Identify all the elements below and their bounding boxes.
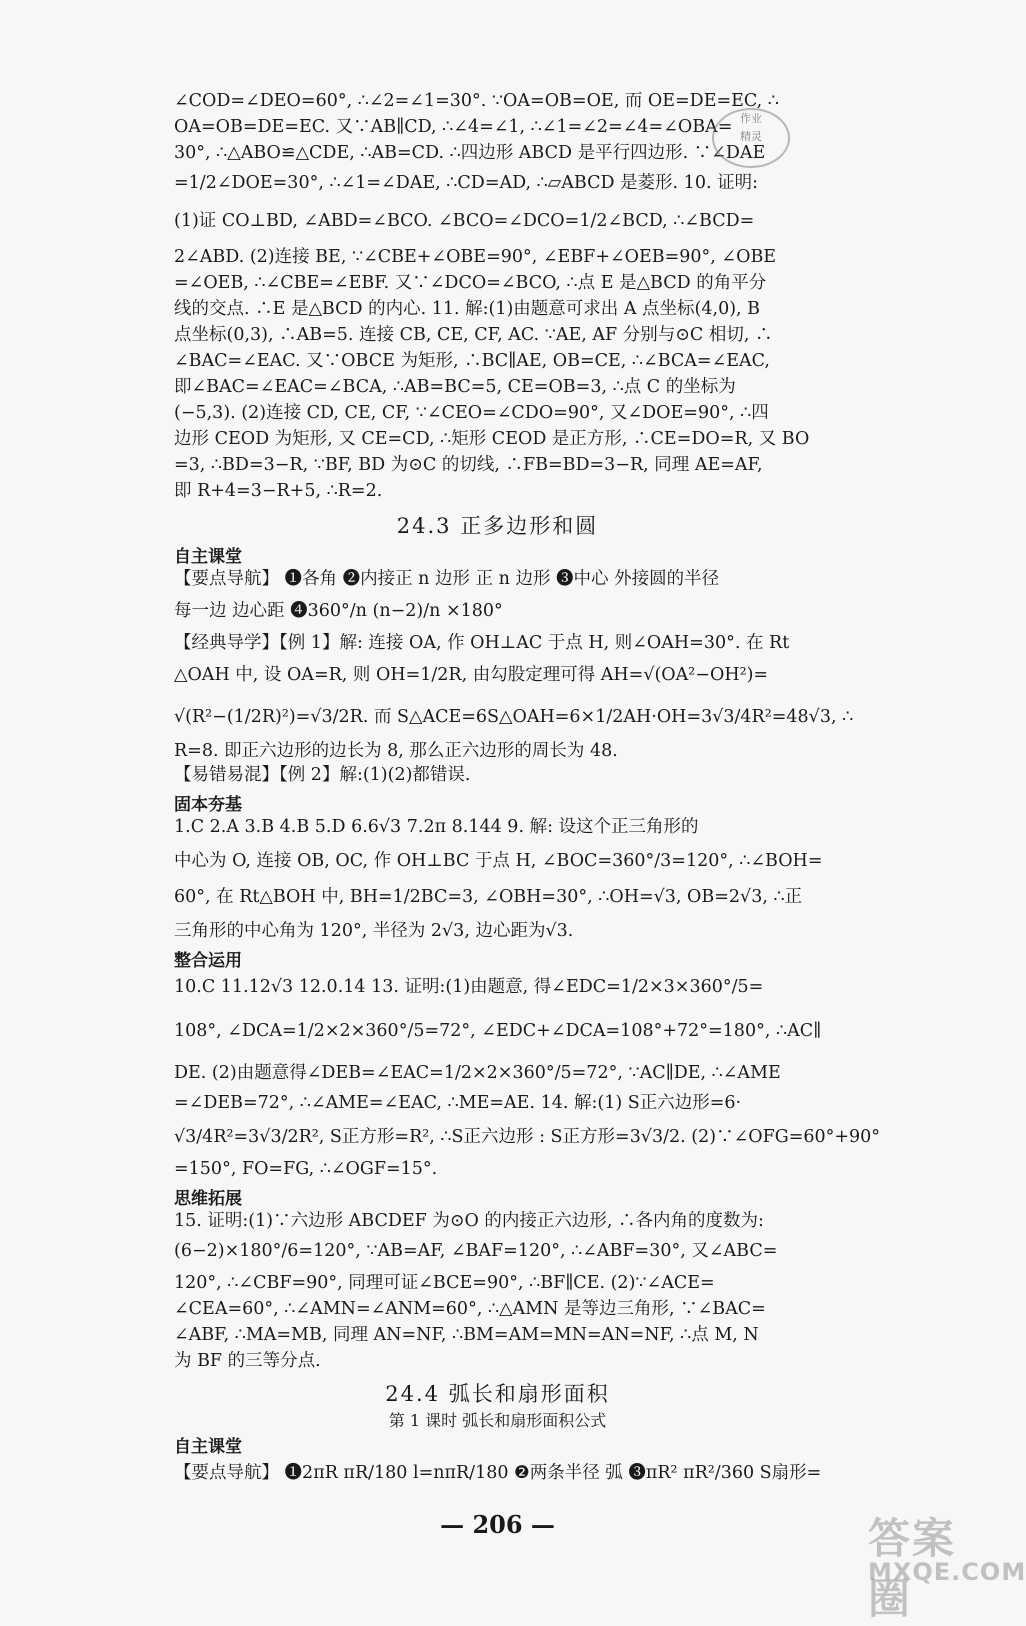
lesson-subheading: 第 1 课时 弧长和扇形面积公式 <box>388 1411 607 1430</box>
page-number: — 206 — <box>440 1510 555 1539</box>
label-zizhu-ketang-2: 自主课堂 <box>174 1437 242 1457</box>
text-line: √(R²−(1/2R)²)=√3/2R. 而 S△ACE=6S△OAH=6×1/2AH·OH=3√3/4R²=48√3, ∴ <box>174 707 854 727</box>
text-line: 点坐标(0,3), ∴AB=5. 连接 CB, CE, CF, AC. ∵AE, AF 分别与⊙C 相切, ∴ <box>174 325 773 345</box>
text-line: ∠ABF, ∴MA=MB, 同理 AN=NF, ∴BM=AM=MN=AN=NF, ∴点 M, N <box>174 1325 759 1345</box>
label-siwei-tuozhan: 思维拓展 <box>174 1189 242 1209</box>
text-line: 【要点导航】 ❶各角 ❷内接正 n 边形 正 n 边形 ❸中心 外接圆的半径 <box>174 569 720 589</box>
label-zhenghe-yunyong: 整合运用 <box>174 951 242 971</box>
text-line: 108°, ∠DCA=1/2×2×360°/5=72°, ∠EDC+∠DCA=108°+72°=180°, ∴AC∥ <box>174 1021 822 1041</box>
text-line: (6−2)×180°/6=120°, ∵AB=AF, ∠BAF=120°, ∴∠ABF=30°, 又∠ABC= <box>174 1241 778 1261</box>
text-line: 【要点导航】 ❶2πR πR/180 l=nπR/180 ❷两条半径 弧 ❸πR² πR²/360 S扇形= <box>174 1463 822 1483</box>
text-line: 60°, 在 Rt△BOH 中, BH=1/2BC=3, ∠OBH=30°, ∴OH=√3, OB=2√3, ∴正 <box>174 887 803 907</box>
text-line: 【经典导学】【例 1】解: 连接 OA, 作 OH⊥AC 于点 H, 则∠OAH=30°. 在 Rt <box>174 633 790 653</box>
text-line: 30°, ∴△ABO≌△CDE, ∴AB=CD. ∴四边形 ABCD 是平行四边形. ∵∠DAE <box>174 143 766 163</box>
text-line: √3/4R²=3√3/2R², S正方形=R², ∴S正六边形 : S正方形=3√3/2. (2)∵∠OFG=60°+90° <box>174 1127 881 1147</box>
text-line: 为 BF 的三等分点. <box>174 1351 321 1371</box>
text-line: (1)证 CO⊥BD, ∠ABD=∠BCO. ∠BCO=∠DCO=1/2∠BCD, ∴∠BCD= <box>174 211 755 231</box>
label-zizhu-ketang: 自主课堂 <box>174 547 242 567</box>
text-line: OA=OB=DE=EC. 又∵AB∥CD, ∴∠4=∠1, ∴∠1=∠2=∠4=∠OBA= <box>174 117 733 137</box>
text-line: 2∠ABD. (2)连接 BE, ∵∠CBE+∠OBE=90°, ∠EBF+∠OEB=90°, ∠OBE <box>174 247 777 267</box>
text-line: △OAH 中, 设 OA=R, 则 OH=1/2R, 由勾股定理可得 AH=√(OA²−OH²)= <box>174 665 769 685</box>
seal-stamp: 作业 精灵 <box>712 108 790 168</box>
text-line: R=8. 即正六边形的边长为 8, 那么正六边形的周长为 48. <box>174 741 618 761</box>
text-line: 三角形的中心角为 120°, 半径为 2√3, 边心距为√3. <box>174 921 574 941</box>
section-heading-24-4: 24.4 弧长和扇形面积 <box>385 1382 610 1406</box>
text-line: (−5,3). (2)连接 CD, CE, CF, ∵∠CEO=∠CDO=90°, 又∠DOE=90°, ∴四 <box>174 403 769 423</box>
text-line: DE. (2)由题意得∠DEB=∠EAC=1/2×2×360°/5=72°, ∵AC∥DE, ∴∠AME <box>174 1063 781 1083</box>
text-line: 中心为 O, 连接 OB, OC, 作 OH⊥BC 于点 H, ∠BOC=360°/3=120°, ∴∠BOH= <box>174 851 823 871</box>
section-heading-24-3: 24.3 正多边形和圆 <box>396 514 599 538</box>
text-line: =∠OEB, ∴∠CBE=∠EBF. 又∵∠DCO=∠BCO, ∴点 E 是△BCD 的角平分 <box>174 273 767 293</box>
text-line: =3, ∴BD=3−R, ∵BF, BD 为⊙C 的切线, ∴FB=BD=3−R, 同理 AE=AF, <box>174 455 763 475</box>
text-line: ∠CEA=60°, ∴∠AMN=∠ANM=60°, ∴△AMN 是等边三角形, ∵∠BAC= <box>174 1299 766 1319</box>
text-line: =∠DEB=72°, ∴∠AME=∠EAC, ∴ME=AE. 14. 解:(1) S正六边形=6· <box>174 1093 742 1113</box>
text-line: 【易错易混】【例 2】解:(1)(2)都错误. <box>174 765 471 785</box>
text-line: 120°, ∴∠CBF=90°, 同理可证∠BCE=90°, ∴BF∥CE. (2)∵∠ACE= <box>174 1273 715 1293</box>
watermark-logo: 答案圈 MXQE.COM <box>868 1514 1026 1623</box>
label-guben-hangji: 固本夯基 <box>174 795 242 815</box>
text-line: 1.C 2.A 3.B 4.B 5.D 6.6√3 7.2π 8.144 9. 解: 设这个正三角形的 <box>174 817 699 837</box>
text-line: 每一边 边心距 ❹360°/n (n−2)/n ×180° <box>174 601 503 621</box>
text-line: ∠BAC=∠EAC. 又∵OBCE 为矩形, ∴BC∥AE, OB=CE, ∴∠BCA=∠EAC, <box>174 351 770 371</box>
text-line: 即∠BAC=∠EAC=∠BCA, ∴AB=BC=5, CE=OB=3, ∴点 C 的坐标为 <box>174 377 736 397</box>
text-line: 边形 CEOD 为矩形, 又 CE=CD, ∴矩形 CEOD 是正方形, ∴CE=DO=R, 又 BO <box>174 429 810 449</box>
text-line: ∠COD=∠DEO=60°, ∴∠2=∠1=30°. ∵OA=OB=OE, 而 OE=DE=EC, ∴ <box>174 91 779 111</box>
text-line: 15. 证明:(1)∵六边形 ABCDEF 为⊙O 的内接正六边形, ∴各内角的度数为: <box>174 1211 764 1231</box>
text-line: 10.C 11.12√3 12.0.14 13. 证明:(1)由题意, 得∠EDC=1/2×3×360°/5= <box>174 977 764 997</box>
text-line: =1/2∠DOE=30°, ∴∠1=∠DAE, ∴CD=AD, ∴▱ABCD 是菱形. 10. 证明: <box>174 173 758 193</box>
text-line: 线的交点. ∴E 是△BCD 的内心. 11. 解:(1)由题意可求出 A 点坐标(4,0), B <box>174 299 761 319</box>
text-line: =150°, FO=FG, ∴∠OGF=15°. <box>174 1159 438 1179</box>
text-line: 即 R+4=3−R+5, ∴R=2. <box>174 481 383 501</box>
